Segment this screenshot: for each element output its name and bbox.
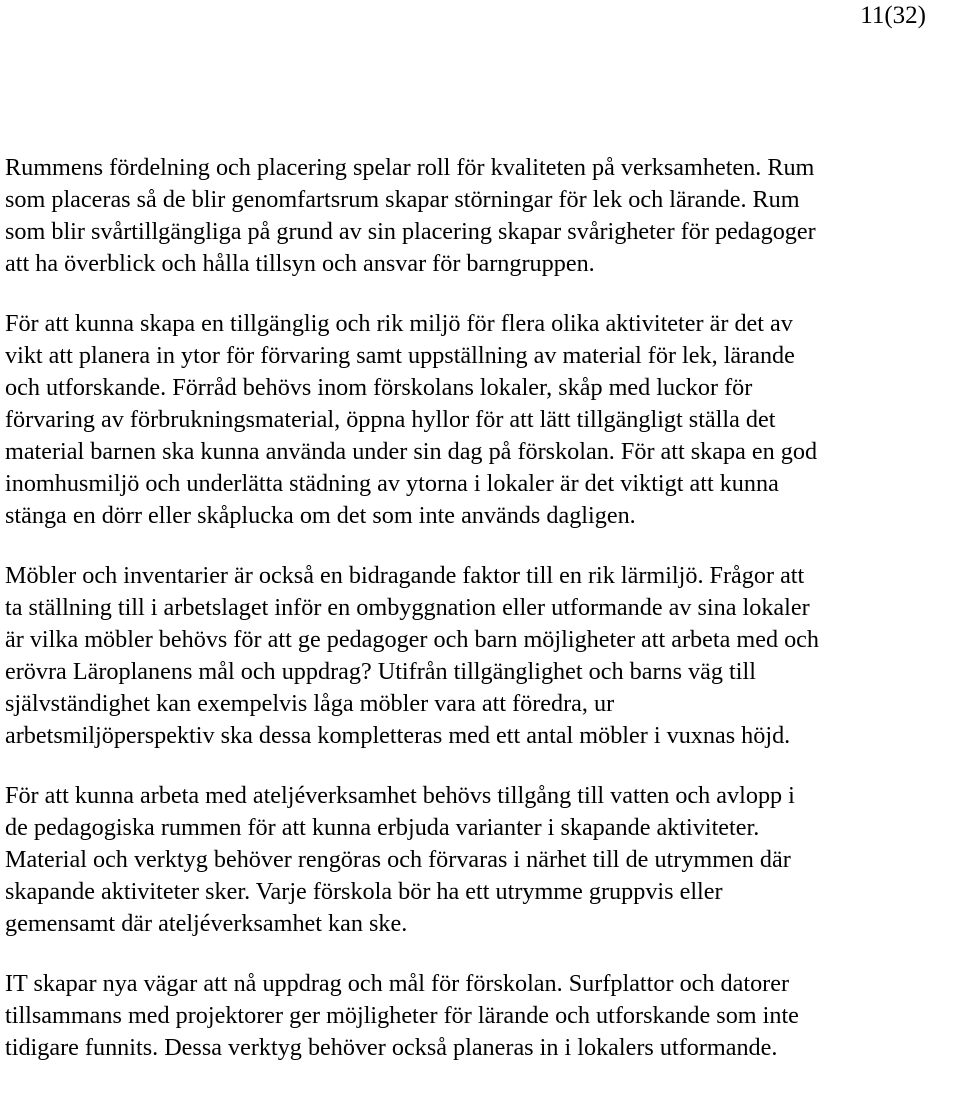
- text-line: erövra Läroplanens mål och uppdrag? Utifrån tillgänglighet och barns väg till: [5, 658, 756, 685]
- text-line: skapande aktiviteter sker. Varje förskola bör ha ett utrymme gruppvis eller: [5, 878, 723, 905]
- text-line: arbetsmiljöperspektiv ska dessa kompletteras med ett antal möbler i vuxnas höjd.: [5, 722, 791, 749]
- text-line: inomhusmiljö och underlätta städning av ytorna i lokaler är det viktigt att kunna: [5, 470, 779, 497]
- text-line: självständighet kan exempelvis låga möbler vara att föredra, ur: [5, 690, 615, 717]
- paragraph-storage: [5, 308, 957, 532]
- text-line: förvaring av förbrukningsmaterial, öppna hyllor för att lätt tillgängligt ställa det: [5, 406, 776, 433]
- text-line: gemensamt där ateljéverksamhet kan ske.: [5, 910, 408, 937]
- text-line: Rummens fördelning och placering spelar roll för kvaliteten på verksamheten. Rum: [5, 154, 815, 181]
- page-number: 11(32): [860, 2, 926, 29]
- text-line: Material och verktyg behöver rengöras och förvaras i närhet till de utrymmen där: [5, 846, 791, 873]
- text-line: de pedagogiska rummen för att kunna erbjuda varianter i skapande aktiviteter.: [5, 814, 760, 841]
- text-line: ta ställning till i arbetslaget inför en ombyggnation eller utformande av sina lokaler: [5, 594, 810, 621]
- paragraph-atelier: [5, 780, 957, 940]
- text-line: tillsammans med projektorer ger möjligheter för lärande och utforskande som inte: [5, 1002, 799, 1029]
- text-line: material barnen ska kunna använda under sin dag på förskolan. För att skapa en god: [5, 438, 818, 465]
- paragraph-furniture: [5, 560, 957, 752]
- paragraph-it: [5, 968, 957, 1064]
- text-line: och utforskande. Förråd behövs inom förskolans lokaler, skåp med luckor för: [5, 374, 753, 401]
- text-line: att ha överblick och hålla tillsyn och ansvar för barngruppen.: [5, 250, 595, 277]
- text-line: vikt att planera in ytor för förvaring samt uppställning av material för lek, lärande: [5, 342, 795, 369]
- text-line: IT skapar nya vägar att nå uppdrag och mål för förskolan. Surfplattor och datorer: [5, 970, 790, 997]
- body-text: [5, 152, 957, 1064]
- text-line: Möbler och inventarier är också en bidragande faktor till en rik lärmiljö. Frågor att: [5, 562, 805, 589]
- text-line: tidigare funnits. Dessa verktyg behöver också planeras in i lokalers utformande.: [5, 1034, 778, 1061]
- text-line: För att kunna arbeta med ateljéverksamhet behövs tillgång till vatten och avlopp i: [5, 782, 795, 809]
- text-line: För att kunna skapa en tillgänglig och rik miljö för flera olika aktiviteter är det av: [5, 310, 793, 337]
- text-line: stänga en dörr eller skåplucka om det som inte används dagligen.: [5, 502, 636, 529]
- text-line: är vilka möbler behövs för att ge pedagoger och barn möjligheter att arbeta med och: [5, 626, 820, 653]
- text-line: som blir svårtillgängliga på grund av sin placering skapar svårigheter för pedagoger: [5, 218, 816, 245]
- text-line: som placeras så de blir genomfartsrum skapar störningar för lek och lärande. Rum: [5, 186, 800, 213]
- paragraph-room-placement: [5, 152, 957, 280]
